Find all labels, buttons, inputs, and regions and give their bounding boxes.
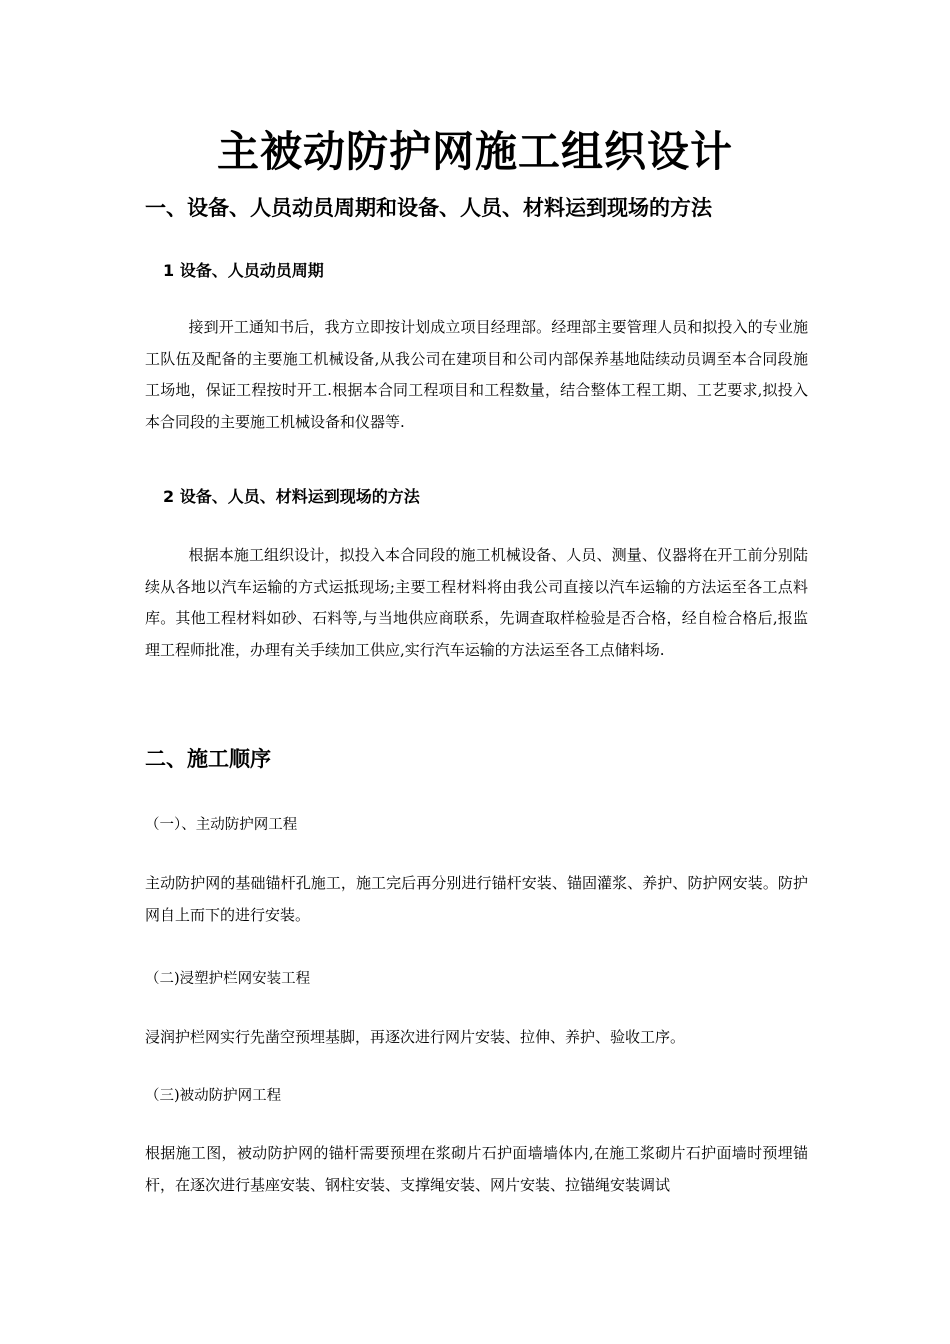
section2-item2-paragraph: 浸润护栏网实行先凿空预埋基脚，再逐次进行网片安装、拉伸、养护、验收工序。 [145, 1028, 686, 1046]
section2-item1-heading: （一）、主动防护网工程 [145, 817, 298, 833]
section2-item3-heading: （三)被动防护网工程 [145, 1088, 282, 1104]
section2-item1-paragraph: 主动防护网的基础锚杆孔施工，施工完后再分别进行锚杆安装、锚固灌浆、养护、防护网安装。防护网自上而下的进行安装。 [145, 874, 808, 924]
section1-heading: 一、设备、人员动员周期和设备、人员、材料运到现场的方法 [145, 196, 712, 220]
section2-heading: 二、施工顺序 [145, 747, 271, 771]
section1-sub1-heading: 1 设备、人员动员周期 [163, 261, 324, 280]
section1-sub2-paragraph: 根据本施工组织设计，拟投入本合同段的施工机械设备、人员、测量、仪器将在开工前分别陆续从各地以汽车运输的方式运抵现场;主要工程材料将由我公司直接以汽车运输的方法运至各工点料库。其他工程材料如砂、石料等,与当地供应商联系，先调查取样检验是否合格，经自检合格后,报监理工程师批准，办理有关手续加工供应,实行汽车运输的方法运至各工点储料场. [145, 546, 808, 659]
section1-sub1-paragraph: 接到开工通知书后，我方立即按计划成立项目经理部。经理部主要管理人员和拟投入的专业施工队伍及配备的主要施工机械设备,从我公司在建项目和公司内部保养基地陆续动员调至本合同段施工场地，保证工程按时开工.根据本合同工程项目和工程数量，结合整体工程工期、工艺要求,拟投入本合同段的主要施工机械设备和仪器等. [145, 318, 808, 431]
section2-item2-heading: （二)浸塑护栏网安装工程 [145, 971, 311, 987]
section1-sub2-heading: 2 设备、人员、材料运到现场的方法 [163, 487, 420, 506]
section2-item3-paragraph: 根据施工图，被动防护网的锚杆需要预埋在浆砌片石护面墙墙体内,在施工浆砌片石护面墙时预埋锚杆，在逐次进行基座安装、钢柱安装、支撑绳安装、网片安装、拉锚绳安装调试 [145, 1144, 808, 1194]
document-title: 主被动防护网施工组织设计 [216, 127, 733, 176]
